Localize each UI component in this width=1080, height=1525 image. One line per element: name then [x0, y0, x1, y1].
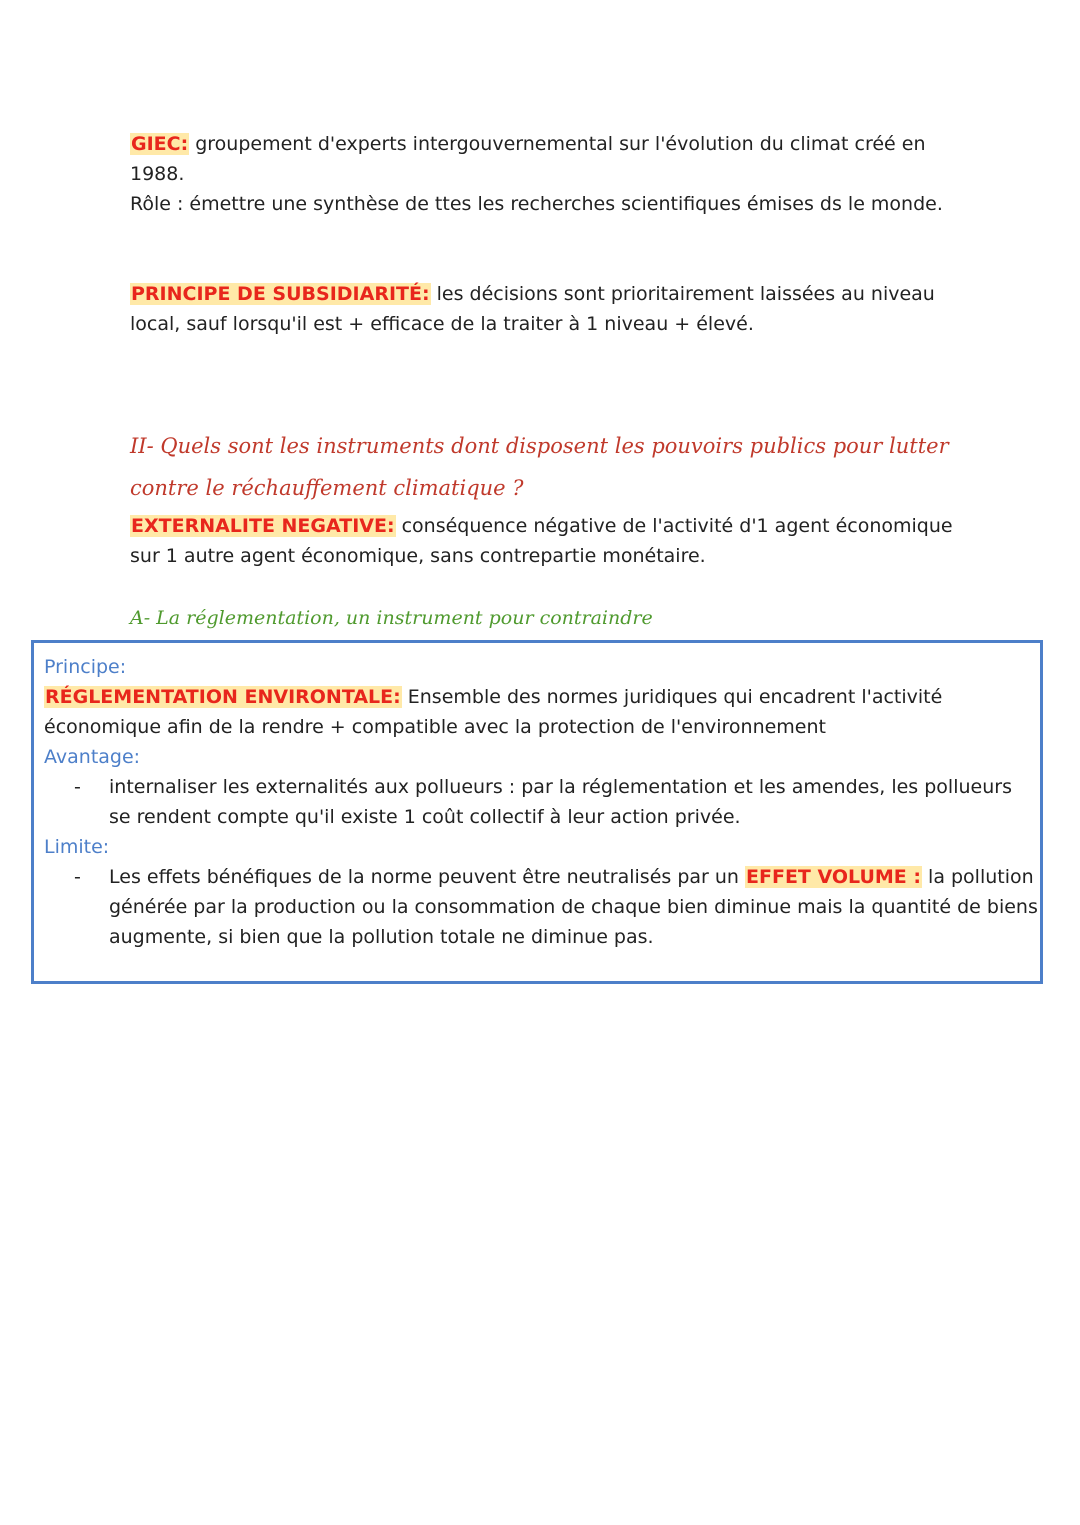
limite-item-before: Les effets bénéfiques de la norme peuvent être neutralisés par un	[109, 866, 746, 888]
giec-definition-text: groupement d'experts intergouvernemental sur l'évolution du climat créé en 1988.	[130, 133, 926, 185]
term-subsidiarite: PRINCIPE DE SUBSIDIARITÉ:	[131, 283, 430, 305]
term-effet-volume: EFFET VOLUME :	[746, 866, 921, 888]
limite-bullet: -	[74, 866, 81, 888]
term-reglementation: RÉGLEMENTATION ENVIRONTALE:	[45, 686, 401, 708]
reglementation-box	[31, 640, 1043, 984]
subsidiarite-definition	[130, 279, 960, 339]
avantage-bullet: -	[74, 776, 81, 798]
limite-label: Limite:	[44, 836, 110, 858]
principe-label: Principe:	[44, 656, 127, 678]
reglementation-definition	[44, 682, 1034, 742]
reglementation-definition-text: Ensemble des normes juridiques qui encadrent l'activité économique afin de la rendre + compatible avec la protection de l'environnement	[44, 686, 943, 738]
avantage-item: internaliser les externalités aux pollueurs : par la réglementation et les amendes, les pollueurs se rendent compte qu'il existe 1 coût collectif à leur action privée.	[109, 776, 1012, 828]
section-2-heading: II- Quels sont les instruments dont disposent les pouvoirs publics pour lutter contre le réchauffement climatique ?	[130, 434, 949, 500]
section-a-heading: A- La réglementation, un instrument pour contraindre	[130, 607, 653, 629]
giec-role: Rôle : émettre une synthèse de ttes les recherches scientifiques émises ds le monde.	[130, 193, 943, 215]
subsidiarite-definition-text: les décisions sont prioritairement laissées au niveau local, sauf lorsqu'il est + efficace de la traiter à 1 niveau + élevé.	[130, 283, 935, 335]
externalite-definition-text: conséquence négative de l'activité d'1 agent économique sur 1 autre agent économique, sans contrepartie monétaire.	[130, 515, 953, 567]
limite-item	[109, 862, 1039, 952]
limite-item-after: la pollution générée par la production ou la consommation de chaque bien diminue mais la quantité de biens augmente, si bien que la pollution totale ne diminue pas.	[109, 866, 1038, 948]
term-giec: GIEC:	[131, 133, 189, 155]
term-externalite: EXTERNALITE NEGATIVE:	[131, 515, 395, 537]
externalite-definition	[130, 511, 960, 571]
giec-definition	[130, 129, 960, 189]
avantage-label: Avantage:	[44, 746, 141, 768]
